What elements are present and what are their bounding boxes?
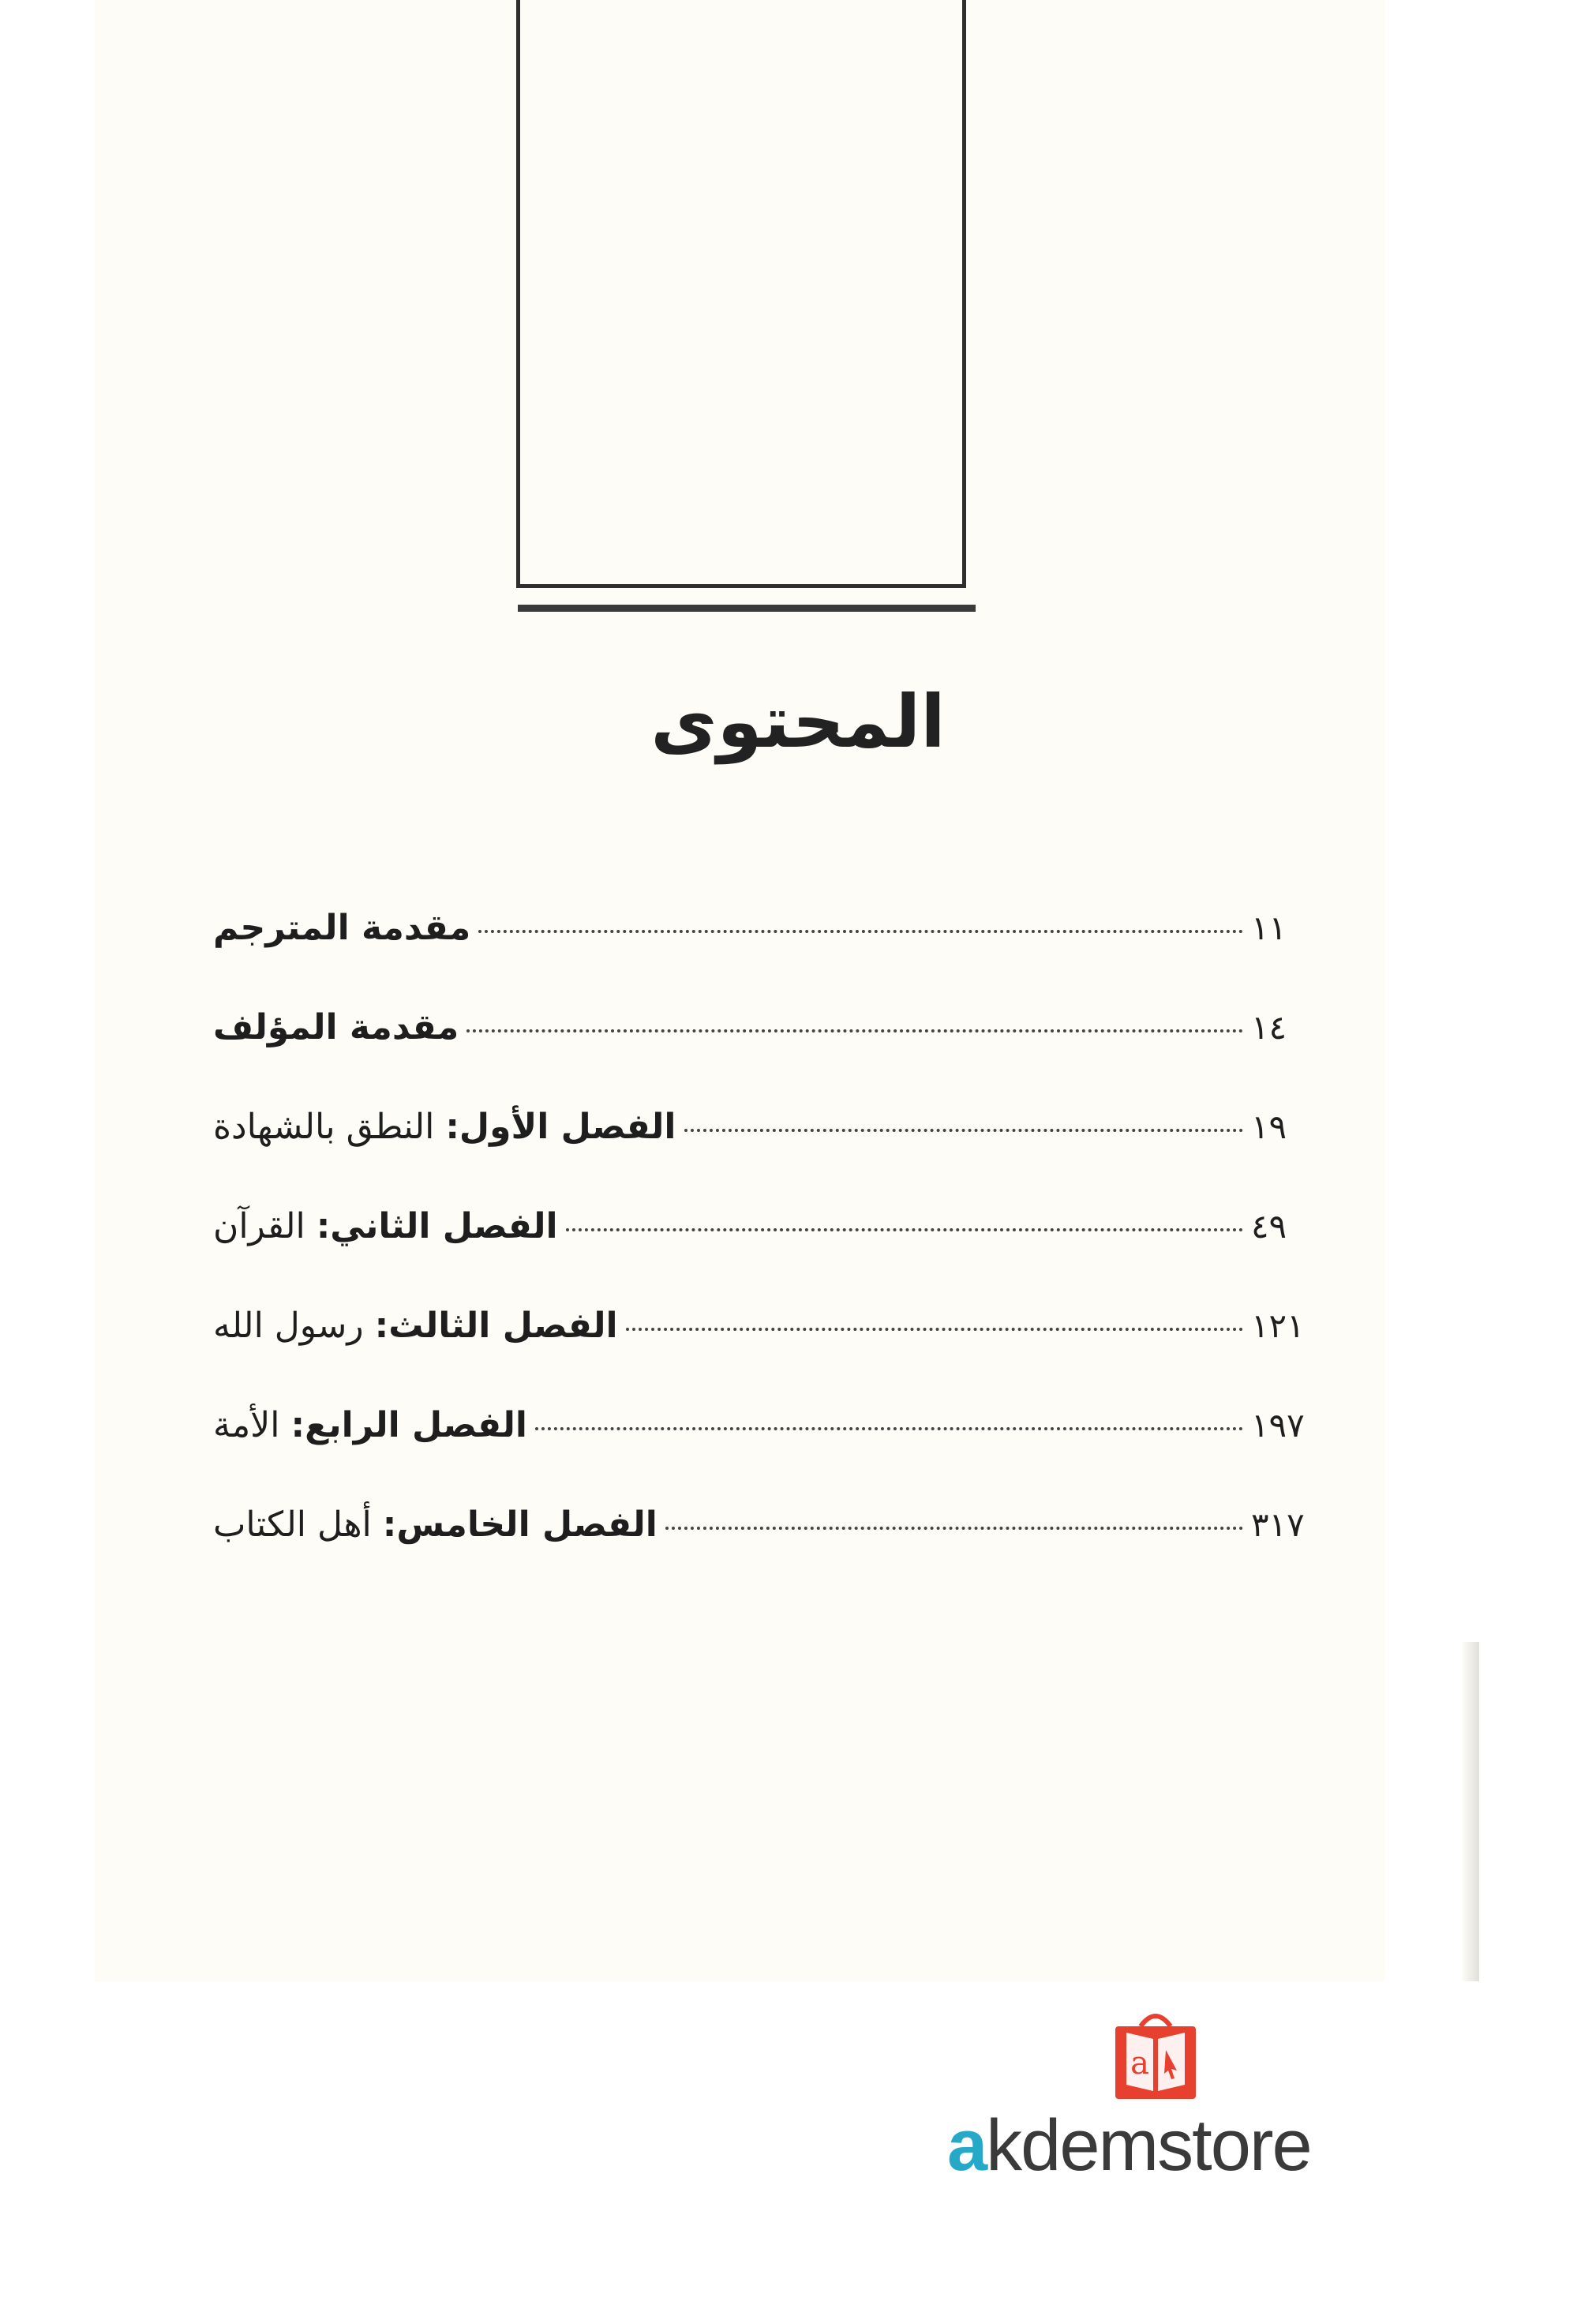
dot-leader (478, 930, 1243, 933)
akdemstore-logo[interactable] (947, 2009, 1366, 2186)
toc-row (213, 1007, 1322, 1107)
toc-entry-title: الفصل الرابع: الأمة (213, 1405, 527, 1445)
page-edge (1462, 1642, 1479, 1981)
table-of-contents (213, 908, 1322, 1604)
toc-row (213, 1505, 1322, 1604)
toc-entry-title: مقدمة المؤلف (213, 1007, 459, 1047)
svg-text:a: a (1130, 2045, 1149, 2082)
dot-leader (665, 1527, 1243, 1530)
frame-underline (518, 605, 976, 612)
dot-leader (684, 1129, 1243, 1132)
decorative-frame (516, 0, 966, 588)
shopping-bag-book-icon (1109, 2009, 1202, 2102)
toc-page-number: ٣١٧ (1251, 1505, 1305, 1544)
toc-entry-title: الفصل الخامس: أهل الكتاب (213, 1505, 658, 1545)
toc-entry-title: الفصل الثاني: القرآن (213, 1206, 558, 1246)
page-title: المحتوى (650, 680, 946, 764)
toc-entry-title: الفصل الأول: النطق بالشهادة (213, 1107, 676, 1147)
toc-row (213, 1405, 1322, 1505)
toc-entry-title: مقدمة المترجم (213, 908, 471, 948)
toc-row (213, 1107, 1322, 1206)
brand-rest: kdemstore (986, 2105, 1311, 2186)
toc-row (213, 1306, 1322, 1405)
toc-page-number: ٤٩ (1251, 1207, 1287, 1246)
brand-first-letter: a (947, 2105, 987, 2186)
dot-leader (566, 1228, 1243, 1231)
toc-entry-title: الفصل الثالث: رسول الله (213, 1306, 618, 1346)
dot-leader (535, 1427, 1243, 1430)
toc-page-number: ١١ (1251, 909, 1287, 947)
toc-page-number: ١٤ (1251, 1008, 1287, 1047)
toc-page-number: ١٩٧ (1251, 1406, 1305, 1445)
toc-page-number: ١٢١ (1251, 1306, 1305, 1345)
toc-page-number: ١٩ (1251, 1107, 1287, 1146)
toc-row (213, 908, 1322, 1007)
dot-leader (466, 1029, 1243, 1032)
dot-leader (626, 1328, 1243, 1331)
toc-row (213, 1206, 1322, 1306)
brand-wordmark (947, 2102, 1366, 2189)
